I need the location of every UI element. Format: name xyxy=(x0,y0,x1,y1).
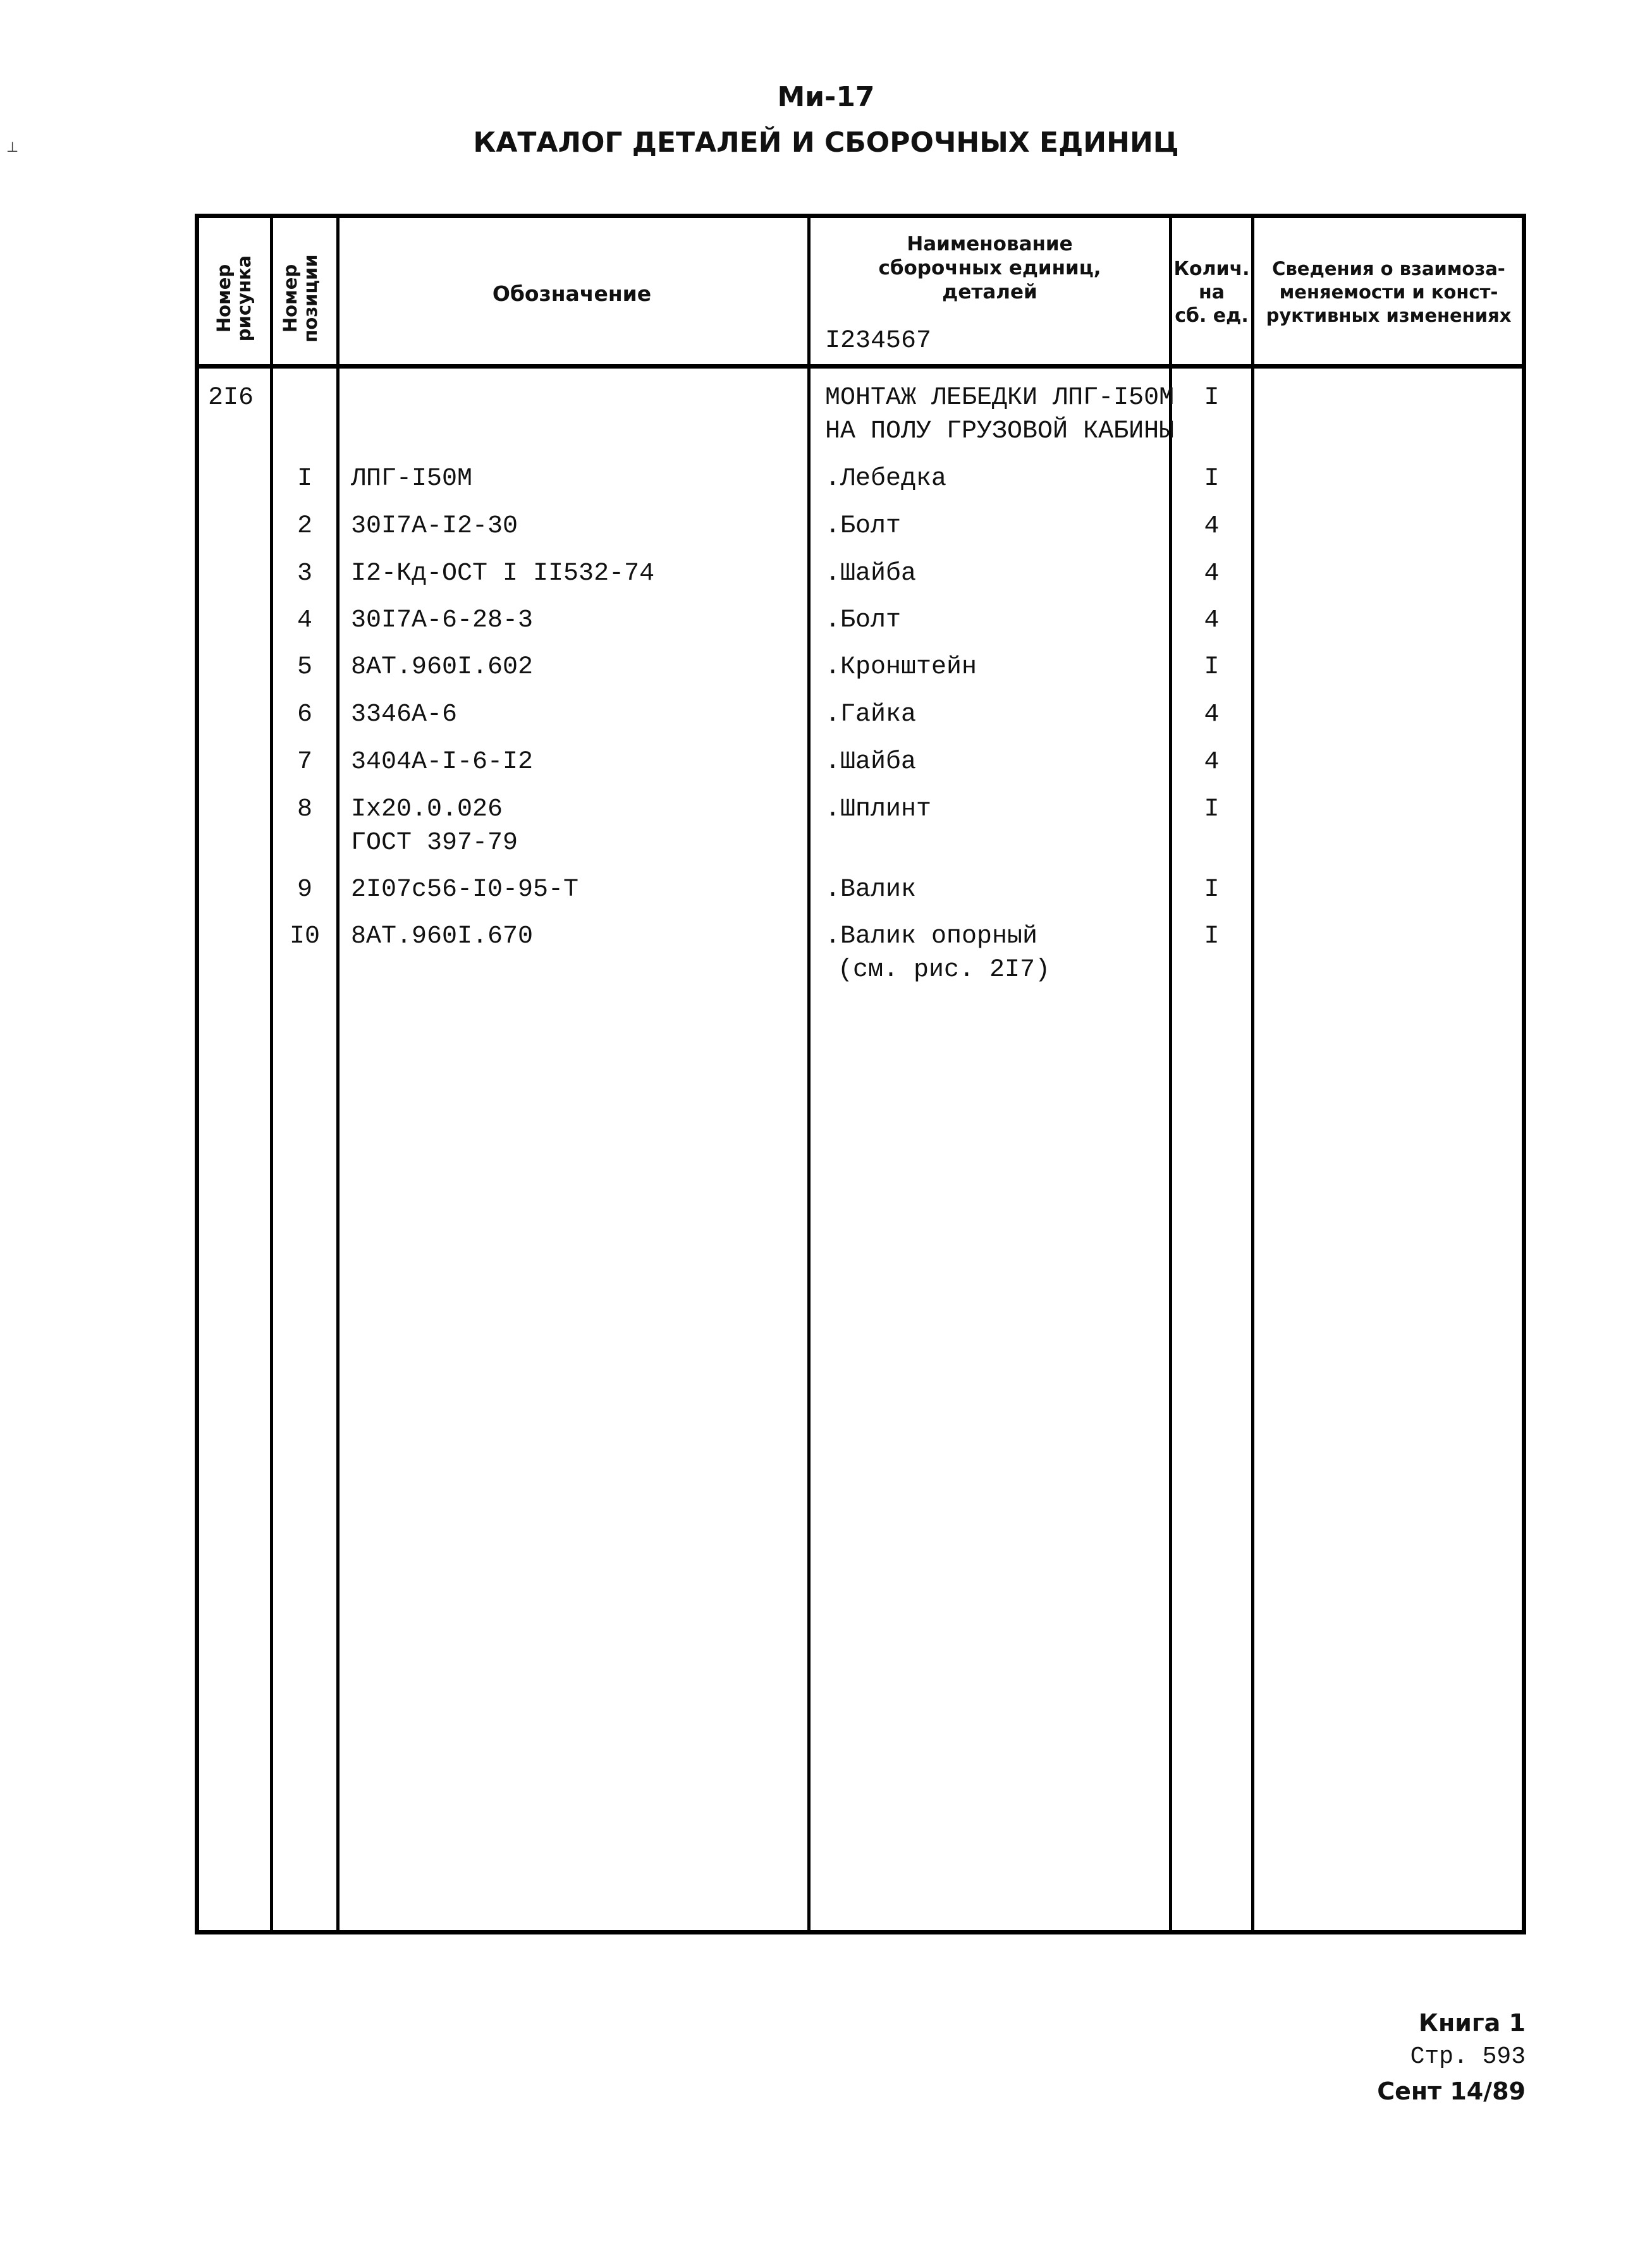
position-number: 5 xyxy=(297,653,312,681)
part-qty: I xyxy=(1204,795,1220,824)
position-number: 7 xyxy=(297,748,312,776)
part-name: .Шайба xyxy=(825,748,917,776)
assembly-qty: I xyxy=(1204,384,1220,412)
designation: 30I7А-6-28-3 xyxy=(351,606,534,635)
position-number: I0 xyxy=(289,922,320,951)
part-name: .Шайба xyxy=(825,559,917,588)
part-name: .Валик опорный xyxy=(825,922,1038,951)
part-name: .Кронштейн xyxy=(825,653,977,681)
designation: I2-Кд-ОСТ I II532-74 xyxy=(351,559,655,588)
header-position-no: Номер позиции xyxy=(279,254,321,343)
position-number: 3 xyxy=(297,559,312,588)
designation: 30I7А-I2-30 xyxy=(351,512,518,541)
position-number: I xyxy=(297,465,312,493)
aircraft-title: Ми-17 xyxy=(777,81,875,113)
footer-date: Сент 14/89 xyxy=(1377,2077,1526,2105)
part-name: .Болт xyxy=(825,512,902,541)
header-designation: Обозначение xyxy=(492,281,652,306)
figure-number: 2I6 xyxy=(208,384,254,412)
part-qty: 4 xyxy=(1204,559,1220,588)
part-qty: 4 xyxy=(1204,512,1220,541)
position-number: 2 xyxy=(297,512,312,541)
header-rule xyxy=(199,364,1522,369)
part-name: .Шплинт xyxy=(825,795,932,824)
part-qty: 4 xyxy=(1204,700,1220,729)
designation: 3346А-6 xyxy=(351,700,458,729)
designation: 8АТ.960I.670 xyxy=(351,922,534,951)
designation-line2: ГОСТ 397-79 xyxy=(351,829,518,857)
catalog-title: КАТАЛОГ ДЕТАЛЕЙ И СБОРОЧНЫХ ЕДИНИЦ xyxy=(473,126,1179,159)
col-divider xyxy=(1251,218,1254,1930)
designation: 8АТ.960I.602 xyxy=(351,653,534,681)
position-number: 4 xyxy=(297,606,312,635)
part-name: .Валик xyxy=(825,876,917,904)
position-number: 6 xyxy=(297,700,312,729)
assembly-name-line2: НА ПОЛУ ГРУЗОВОЙ КАБИНЫ xyxy=(825,417,1175,446)
part-qty: I xyxy=(1204,465,1220,493)
part-qty: I xyxy=(1204,876,1220,904)
part-name: .Лебедка xyxy=(825,465,947,493)
corner-mark: ⊥ xyxy=(6,139,19,155)
footer-page: Стр. 593 xyxy=(1410,2043,1526,2070)
part-qty: I xyxy=(1204,653,1220,681)
parts-table xyxy=(195,214,1526,1934)
position-number: 8 xyxy=(297,795,312,824)
assembly-name-line1: МОНТАЖ ЛЕБЕДКИ ЛПГ-I50М xyxy=(825,384,1175,412)
col-divider xyxy=(336,218,340,1930)
header-name-levels: I234567 xyxy=(825,327,932,355)
designation: 2I07с56-I0-95-Т xyxy=(351,876,579,904)
designation: 3404А-I-6-I2 xyxy=(351,748,534,776)
part-name: .Гайка xyxy=(825,700,917,729)
part-qty: 4 xyxy=(1204,606,1220,635)
part-qty: I xyxy=(1204,922,1220,951)
designation: Iх20.0.026 xyxy=(351,795,503,824)
position-number: 9 xyxy=(297,876,312,904)
footer-book: Книга 1 xyxy=(1418,2009,1526,2037)
designation: ЛПГ-I50М xyxy=(351,465,473,493)
header-figure-no: Номер рисунка xyxy=(213,255,255,342)
part-name: .Болт xyxy=(825,606,902,635)
header-interchangeability: Сведения о взаимоза- меняемости и конст- руктивных изменениях xyxy=(1266,258,1512,326)
col-divider xyxy=(807,218,811,1930)
part-name-line2: (см. рис. 2I7) xyxy=(838,956,1051,984)
header-name: Наименование сборочных единиц, деталей xyxy=(878,233,1101,303)
header-qty: Колич. на сб. ед. xyxy=(1173,258,1250,327)
part-qty: 4 xyxy=(1204,748,1220,776)
